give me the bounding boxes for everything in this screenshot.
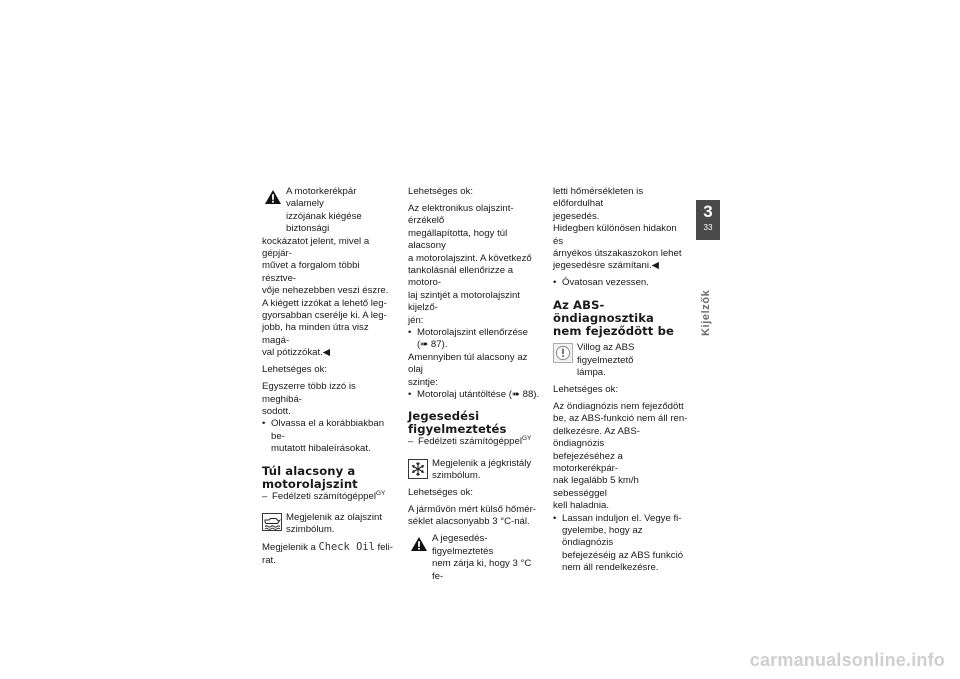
text-line: A járművön mért külső hőmér-	[408, 504, 536, 516]
section-heading	[408, 410, 541, 436]
text-line: letti hőmérsékleten is előfordulhat	[553, 186, 644, 210]
list-item-line: mutatott hibaleírásokat.	[271, 443, 371, 455]
text-line: Amennyiben túl alacsony az olaj	[408, 351, 528, 376]
text-line: Az elektronikus olajszint-érzékelő	[408, 202, 514, 227]
option-text: Fedélzeti számítógéppel	[418, 436, 522, 448]
causes-label: Lehetséges ok:	[408, 487, 474, 499]
text-line: befejezéséhez a motorkerékpár-	[553, 450, 623, 474]
text-line: A kiégett izzókat a lehető leg-	[262, 297, 387, 309]
list-item-line: befejezéséig az ABS funkció	[562, 549, 684, 561]
text-line: jegesedésre számítani.◀	[553, 260, 660, 272]
causes-label: Lehetséges ok:	[553, 383, 619, 395]
causes-label: Lehetséges ok:	[408, 186, 474, 197]
ice-warning-block	[408, 533, 541, 583]
list-item-line: • Motorolaj utántöltése (➠ 88).	[417, 389, 540, 400]
appears-suffix: feli-	[374, 542, 393, 554]
text-line: laj szintjét a motorolajszint kijelző-	[408, 289, 520, 314]
list-item	[553, 513, 688, 575]
heading-line: Az ABS-öndiagnosztika	[553, 297, 654, 325]
heading-line: Jegesedési	[408, 409, 480, 424]
ice-symbol-row	[408, 458, 541, 483]
list-item-line: nem áll rendelkezésre.	[562, 562, 659, 574]
text-line: rat.	[262, 554, 276, 566]
text-line: árnyékos útszakaszokon lehet	[553, 248, 682, 260]
text-line: nak legalább 5 km/h sebességgel	[553, 475, 639, 499]
section-heading	[262, 465, 394, 491]
text-line: szintje:	[408, 376, 438, 388]
side-section-label: Kijelzők	[700, 289, 712, 336]
text-line: gyorsabban cserélje ki. A leg-	[262, 310, 387, 322]
warning-triangle-icon	[264, 189, 282, 205]
warning-line: művet a forgalom többi résztve-	[262, 260, 360, 284]
watermark: carmanualsonline.info	[749, 650, 945, 670]
text-line: jobb, ha minden útra visz magá-	[262, 322, 369, 346]
text-line: val pótizzókat.◀	[262, 347, 331, 359]
text-line: tankolásnál ellenőrizze a motoro-	[408, 264, 514, 289]
text-line: megállapította, hogy túl alacsony	[408, 227, 508, 252]
abs-warning-icon	[553, 343, 573, 363]
warning-line: izzójának kiégése biztonsági	[286, 210, 362, 235]
symbol-text: lámpa.	[577, 367, 606, 379]
warning-line: A motorkerékpár valamely	[286, 186, 357, 210]
text-line: Az öndiagnózis nem fejeződött	[553, 400, 684, 412]
warning-line: nem zárja ki, hogy 3 °C fe-	[432, 558, 532, 582]
oil-symbol-row	[262, 512, 394, 537]
ice-crystal-icon	[408, 459, 428, 479]
text-line: séklet alacsonyabb 3 °C-nál.	[408, 516, 530, 528]
causes-label: Lehetséges ok:	[262, 364, 328, 376]
abs-symbol-row	[553, 342, 688, 379]
text-line: Egyszerre több izzó is meghibá-	[262, 381, 356, 405]
warning-line: kockázatot jelent, mivel a gépjár-	[262, 235, 370, 260]
list-item-line: • Óvatosan vezessen.	[562, 277, 649, 289]
option-line	[262, 491, 394, 503]
column-1	[262, 186, 394, 567]
list-item	[408, 389, 541, 401]
text-line: delkezésre. Az ABS-öndiagnózis	[553, 425, 640, 450]
symbol-text: szimbólum.	[286, 524, 335, 536]
column-2	[408, 186, 541, 583]
appears-prefix: Megjelenik a	[262, 542, 319, 554]
text-line: a motorolajszint. A következő	[408, 252, 532, 264]
warning-line: A jegesedés-figyelmeztetés	[432, 533, 494, 557]
list-item-line: gyelembe, hogy az öndiagnózis	[562, 524, 643, 549]
list-item-line: • Lassan induljon el. Vegye fi-	[562, 512, 682, 524]
list-item-line: • Motorolajszint ellenőrzése	[417, 326, 528, 338]
option-superscript: GY	[522, 435, 532, 443]
warning-line: vője nehezebben veszi észre.	[262, 285, 389, 297]
symbol-text: Megjelenik a jégkristály	[432, 457, 532, 469]
option-text: Fedélzeti számítógéppel	[272, 490, 376, 502]
text-line: be, az ABS-funkció nem áll ren-	[553, 413, 688, 425]
list-item	[553, 277, 688, 289]
text-line: sodott.	[262, 405, 291, 417]
section-heading	[553, 299, 688, 338]
display-message: Check Oil	[318, 541, 375, 554]
text-line: Hidegben különösen hidakon és	[553, 223, 677, 247]
bulb-warning-block	[262, 186, 394, 298]
heading-line: motorolajszint	[262, 476, 358, 491]
heading-line: Túl alacsony a	[262, 463, 356, 478]
symbol-text: szimbólum.	[432, 470, 481, 482]
symbol-text: Megjelenik az olajszint	[286, 511, 382, 523]
list-item-line: • Olvassa el a korábbiakban be-	[271, 418, 385, 442]
oil-level-icon	[262, 513, 282, 531]
chapter-tab	[696, 200, 720, 240]
text-line: kell haladnia.	[553, 500, 610, 512]
list-item-line: (➠ 87).	[417, 339, 448, 351]
page-number: 33	[703, 223, 713, 232]
symbol-text: Villog az ABS figyelmeztető	[577, 342, 635, 366]
column-3	[553, 186, 688, 575]
chapter-number: 3	[703, 202, 713, 221]
text-line: jegesedés.	[553, 210, 600, 222]
list-item	[408, 327, 541, 352]
option-line	[408, 436, 541, 448]
warning-triangle-icon	[410, 536, 428, 552]
text-line: jén:	[408, 314, 424, 326]
heading-line: figyelmeztetés	[408, 422, 507, 437]
heading-line: nem fejeződött be	[553, 323, 674, 338]
appears-line	[262, 541, 394, 554]
list-item	[262, 418, 394, 455]
option-superscript: GY	[376, 489, 386, 497]
